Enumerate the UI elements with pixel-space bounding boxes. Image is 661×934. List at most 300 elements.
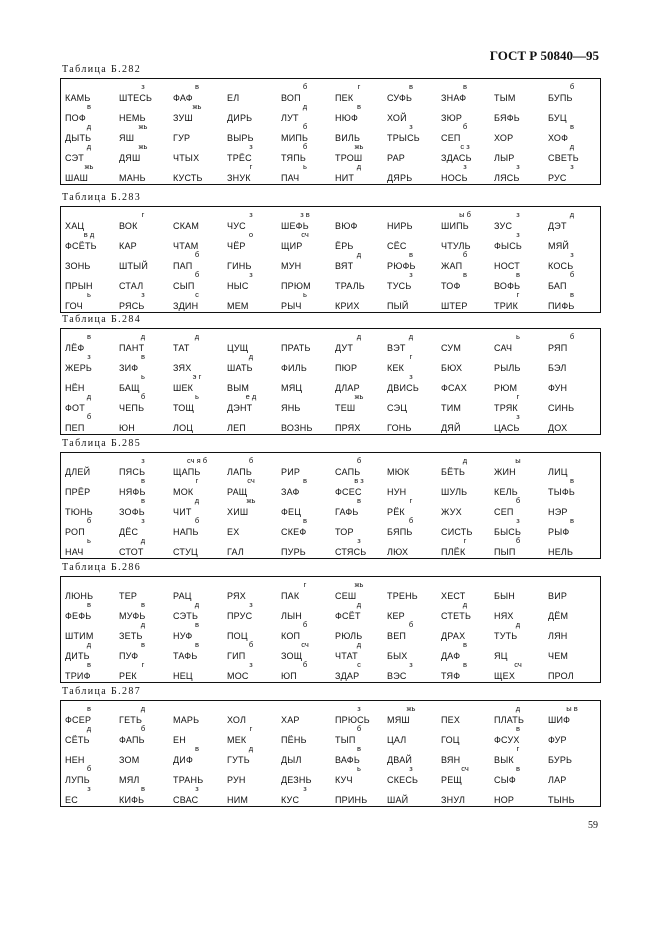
page-number: 59: [588, 820, 598, 831]
variant-mark: д: [408, 332, 414, 341]
variant-mark: в: [303, 516, 307, 525]
table-cell: [281, 765, 329, 786]
word: ПЛАТЬ: [494, 715, 525, 725]
table-cell: [441, 123, 489, 144]
table-cell: [494, 457, 542, 478]
table-cell: [119, 457, 167, 478]
variant-mark: ь: [516, 332, 520, 341]
table-cell: [281, 785, 329, 806]
word: БАЩ: [119, 383, 140, 393]
table-cell: [65, 537, 113, 558]
variant-mark: б: [86, 412, 92, 421]
word: ШАТЬ: [227, 363, 253, 373]
table-cell: [335, 413, 383, 434]
word: РУН: [227, 775, 246, 785]
variant-mark: д: [248, 352, 254, 361]
variant-mark: г: [303, 580, 307, 589]
word: ФСЁТЬ: [65, 241, 97, 251]
table-cell: [335, 103, 383, 124]
table-cell: [387, 785, 435, 806]
variant-mark: в: [570, 516, 574, 525]
variant-mark: б: [462, 122, 468, 131]
table-cell: [494, 333, 542, 354]
word: КИФЬ: [119, 795, 145, 805]
word: НЁН: [65, 383, 85, 393]
table-cell: [387, 83, 435, 104]
variant-mark: з: [357, 536, 361, 545]
word: ХИШ: [227, 507, 249, 517]
table-cell: [227, 621, 275, 642]
table-cell: [173, 725, 221, 746]
word: ТИМ: [441, 403, 462, 413]
variant-mark: з: [409, 270, 413, 279]
variant-mark: г: [516, 744, 520, 753]
word: ЗАФ: [281, 487, 300, 497]
word: ГАФЬ: [335, 507, 359, 517]
table-cell: [548, 211, 596, 232]
table-cell: [335, 581, 383, 602]
table-cell: [227, 123, 275, 144]
table-cell: [335, 537, 383, 558]
table-cell: [65, 83, 113, 104]
variant-mark: б: [248, 640, 254, 649]
word: САЧ: [494, 343, 513, 353]
word: ЦАСЬ: [494, 423, 520, 433]
word: ЦУЩ: [227, 343, 249, 353]
word: НИТ: [335, 173, 355, 183]
table-cell: [387, 705, 435, 726]
word: ТАТ: [173, 343, 190, 353]
table-cell: [548, 353, 596, 374]
table-cell: [387, 373, 435, 394]
variant-mark: д: [462, 456, 468, 465]
table-cell: [119, 641, 167, 662]
table-cell: [227, 477, 275, 498]
word: ХОЙ: [387, 113, 407, 123]
table-cell: [441, 765, 489, 786]
table-caption: Таблица Б.287: [62, 686, 142, 697]
word: МУН: [281, 261, 302, 271]
variant-mark: б: [569, 332, 575, 341]
word: КУСТЬ: [173, 173, 203, 183]
word: ПРЫН: [65, 281, 93, 291]
word: ТЮНЬ: [65, 507, 93, 517]
table-cell: [548, 333, 596, 354]
word: ЯЦ: [494, 651, 508, 661]
table-cell: [494, 641, 542, 662]
table-cell: [281, 601, 329, 622]
word: ТЫМ: [494, 93, 516, 103]
word: КАР: [119, 241, 137, 251]
word: ВЫРЬ: [227, 133, 254, 143]
table-cell: [335, 477, 383, 498]
word: ДЁМ: [548, 611, 569, 621]
variant-mark: з: [249, 660, 253, 669]
word: ВОК: [119, 221, 138, 231]
word: ПРЁР: [65, 487, 91, 497]
word: ПАК: [281, 591, 300, 601]
word: БЁТЬ: [441, 467, 466, 477]
variant-mark: д: [140, 536, 146, 545]
word: ВЫМ: [227, 383, 250, 393]
table-cell: [441, 251, 489, 272]
word: НОР: [494, 795, 515, 805]
table-cell: [441, 143, 489, 164]
variant-mark: з: [141, 456, 145, 465]
word: ЧЕМ: [548, 651, 569, 661]
variant-mark: ь: [195, 392, 199, 401]
word: МОК: [173, 487, 194, 497]
word: РАР: [387, 153, 406, 163]
table-cell: [281, 123, 329, 144]
table-caption: Таблица Б.285: [62, 438, 142, 449]
variant-mark: д: [356, 162, 362, 171]
table-cell: [281, 251, 329, 272]
table-cell: [173, 251, 221, 272]
table-cell: [227, 291, 275, 312]
word: ГИП: [227, 651, 246, 661]
table-row: [61, 251, 600, 272]
variant-mark: б: [302, 142, 308, 151]
table-cell: [335, 497, 383, 518]
variant-mark: в: [516, 724, 520, 733]
word: ТРАЛЬ: [335, 281, 365, 291]
word: ХЕСТ: [441, 591, 466, 601]
table-cell: [119, 163, 167, 184]
table-row: [61, 581, 600, 602]
variant-mark: в: [141, 600, 145, 609]
table-cell: [441, 601, 489, 622]
word: ВЯН: [441, 755, 461, 765]
word: ЩИР: [281, 241, 303, 251]
word: ПРИНЬ: [335, 795, 368, 805]
variant-mark: б: [194, 270, 200, 279]
variant-mark: з: [516, 210, 520, 219]
word: ЗДИН: [173, 301, 199, 311]
variant-mark: ы в: [566, 704, 578, 713]
table-cell: [494, 271, 542, 292]
table-cell: [227, 725, 275, 746]
variant-mark: б: [302, 620, 308, 629]
word: РЫЛЬ: [494, 363, 521, 373]
word: ЛАР: [548, 775, 567, 785]
word: ЖАП: [441, 261, 463, 271]
table-row: [61, 497, 600, 518]
word: ФСЕС: [335, 487, 362, 497]
word: ВЫК: [494, 755, 514, 765]
table-cell: [441, 231, 489, 252]
word: ВЕП: [387, 631, 407, 641]
table-cell: [173, 393, 221, 414]
table-cell: [387, 353, 435, 374]
variant-mark: в: [357, 102, 361, 111]
variant-mark: б: [408, 620, 414, 629]
variant-mark: з: [249, 142, 253, 151]
word: ПИФЬ: [548, 301, 575, 311]
table-cell: [494, 211, 542, 232]
word: НИМ: [227, 795, 249, 805]
table-cell: [65, 497, 113, 518]
variant-mark: в: [195, 744, 199, 753]
word: СКЕФ: [281, 527, 307, 537]
table-cell: [173, 333, 221, 354]
word: ДИРЬ: [227, 113, 253, 123]
table-cell: [548, 103, 596, 124]
table-cell: [548, 251, 596, 272]
table-cell: [65, 211, 113, 232]
table-cell: [494, 83, 542, 104]
table-cell: [441, 291, 489, 312]
word: ТАФЬ: [173, 651, 198, 661]
table-cell: [387, 621, 435, 642]
word: ТЯФ: [441, 671, 461, 681]
word: ЗЯХ: [173, 363, 192, 373]
table-cell: [335, 745, 383, 766]
word: МУФЬ: [119, 611, 146, 621]
table-cell: [119, 601, 167, 622]
word: СИНЬ: [548, 403, 575, 413]
variant-mark: з: [409, 764, 413, 773]
table-cell: [119, 353, 167, 374]
table-cell: [335, 457, 383, 478]
variant-mark: в: [463, 640, 467, 649]
word: ЩАПЬ: [173, 467, 201, 477]
word-table: [60, 576, 601, 683]
table-row: [61, 745, 600, 766]
table-cell: [173, 231, 221, 252]
table-cell: [387, 413, 435, 434]
table-cell: [441, 517, 489, 538]
word: БЯПЬ: [387, 527, 413, 537]
word: ЖЕРЬ: [65, 363, 93, 373]
word: РЫЧ: [281, 301, 302, 311]
table-cell: [119, 123, 167, 144]
variant-mark: б: [140, 392, 146, 401]
word: СЁС: [387, 241, 407, 251]
table-cell: [441, 393, 489, 414]
variant-mark: б: [569, 82, 575, 91]
word: РАЩ: [227, 487, 248, 497]
table-cell: [119, 785, 167, 806]
word: БЮХ: [441, 363, 463, 373]
word: ЗЮР: [441, 113, 463, 123]
word: ЛЯСЬ: [494, 173, 520, 183]
table-cell: [494, 517, 542, 538]
word: ГАЛ: [227, 547, 244, 557]
word: КОСЬ: [548, 261, 574, 271]
table-cell: [548, 705, 596, 726]
variant-mark: с з: [460, 142, 470, 151]
word: РЮМ: [494, 383, 518, 393]
table-cell: [335, 211, 383, 232]
table-cell: [173, 497, 221, 518]
table-cell: [119, 725, 167, 746]
word: ТРЕНЬ: [387, 591, 418, 601]
table-cell: [65, 785, 113, 806]
word: ДЯШ: [119, 153, 141, 163]
table-cell: [335, 251, 383, 272]
word: ТРЯК: [494, 403, 518, 413]
variant-mark: в: [303, 476, 307, 485]
variant-mark: в: [570, 290, 574, 299]
table-cell: [227, 641, 275, 662]
word: БЫСЬ: [494, 527, 522, 537]
table-row: [61, 271, 600, 292]
table-cell: [119, 745, 167, 766]
table-cell: [227, 581, 275, 602]
word: МЯЛ: [119, 775, 140, 785]
word: РУС: [548, 173, 567, 183]
table-cell: [387, 103, 435, 124]
table-cell: [281, 353, 329, 374]
table-cell: [65, 725, 113, 746]
word: ЕН: [173, 735, 186, 745]
variant-mark: з: [516, 230, 520, 239]
variant-mark: ь: [87, 536, 91, 545]
variant-mark: з: [409, 122, 413, 131]
table-cell: [387, 333, 435, 354]
table-cell: [441, 353, 489, 374]
table-cell: [173, 705, 221, 726]
table-cell: [441, 477, 489, 498]
variant-mark: жь: [406, 704, 416, 713]
variant-mark: з: [516, 412, 520, 421]
table-cell: [548, 413, 596, 434]
variant-mark: сч я б: [186, 456, 208, 465]
word: ДЛЕЙ: [65, 467, 91, 477]
table-cell: [387, 581, 435, 602]
word: ПЯСЬ: [119, 467, 146, 477]
table-row: [61, 537, 600, 558]
word: ТЫНЬ: [548, 795, 575, 805]
table-cell: [387, 231, 435, 252]
variant-mark: г: [409, 352, 413, 361]
word: ВЭТ: [387, 343, 406, 353]
word: ЛЁФ: [65, 343, 85, 353]
table-cell: [335, 123, 383, 144]
variant-mark: б: [462, 250, 468, 259]
table-cell: [548, 745, 596, 766]
word: ТУТЬ: [494, 631, 518, 641]
variant-mark: с: [195, 290, 199, 299]
table-cell: [65, 291, 113, 312]
word: МЯЦ: [281, 383, 303, 393]
word: ПРЮМ: [281, 281, 311, 291]
table-row: [61, 353, 600, 374]
table-cell: [227, 413, 275, 434]
variant-mark: жь: [354, 142, 364, 151]
table-cell: [548, 661, 596, 682]
variant-mark: в: [463, 270, 467, 279]
variant-mark: б: [302, 660, 308, 669]
table-cell: [227, 705, 275, 726]
word: ПЛЁК: [441, 547, 466, 557]
table-cell: [494, 661, 542, 682]
table-cell: [119, 231, 167, 252]
variant-mark: в: [516, 270, 520, 279]
word: ХОР: [494, 133, 514, 143]
word: МАРЬ: [173, 715, 200, 725]
table-cell: [494, 725, 542, 746]
table-cell: [441, 413, 489, 434]
table-row: [61, 413, 600, 434]
table-cell: [65, 765, 113, 786]
table-cell: [441, 211, 489, 232]
word: РИР: [281, 467, 301, 477]
variant-mark: д: [302, 102, 308, 111]
word: НЕМЬ: [119, 113, 146, 123]
variant-mark: з: [141, 290, 145, 299]
table-cell: [494, 581, 542, 602]
word-table: [60, 452, 601, 559]
table-cell: [281, 393, 329, 414]
table-row: [61, 457, 600, 478]
word: СЭЦ: [387, 403, 408, 413]
table-cell: [173, 413, 221, 434]
word: ВЭС: [387, 671, 407, 681]
table-row: [61, 621, 600, 642]
word: РЯСЬ: [119, 301, 145, 311]
table-cell: [335, 601, 383, 622]
word: ПРУС: [227, 611, 253, 621]
word: ЛЮХ: [387, 547, 409, 557]
word: ТОР: [335, 527, 354, 537]
table-row: [61, 83, 600, 104]
word: ЗУС: [494, 221, 513, 231]
table-cell: [281, 291, 329, 312]
variant-mark: д: [356, 640, 362, 649]
word: РЮФЬ: [387, 261, 416, 271]
variant-mark: д: [569, 142, 575, 151]
word: НЮФ: [335, 113, 359, 123]
variant-mark: е д: [245, 392, 257, 401]
word: РАЦ: [173, 591, 192, 601]
word: ШЕК: [173, 383, 194, 393]
word: НЕН: [65, 755, 85, 765]
word: ДЛАР: [335, 383, 360, 393]
word: МАНЬ: [119, 173, 146, 183]
word: ГЕТЬ: [119, 715, 143, 725]
word: ДЫЛ: [281, 755, 302, 765]
table-cell: [335, 393, 383, 414]
variant-mark: б: [140, 724, 146, 733]
table-cell: [227, 393, 275, 414]
variant-mark: з: [195, 784, 199, 793]
word: ТЯПЬ: [281, 153, 306, 163]
word: ЧТЫХ: [173, 153, 200, 163]
table-cell: [281, 537, 329, 558]
table-cell: [494, 765, 542, 786]
word: ПЁНЬ: [281, 735, 307, 745]
word: ВЯТ: [335, 261, 354, 271]
table-cell: [281, 413, 329, 434]
table-cell: [173, 353, 221, 374]
word: ПУФ: [119, 651, 139, 661]
word: ПЕП: [65, 423, 85, 433]
variant-mark: з: [249, 270, 253, 279]
word: КУС: [281, 795, 300, 805]
table-cell: [494, 123, 542, 144]
table-cell: [65, 601, 113, 622]
table-cell: [119, 103, 167, 124]
variant-mark: жь: [354, 580, 364, 589]
table-cell: [227, 497, 275, 518]
table-cell: [227, 373, 275, 394]
variant-mark: ы: [515, 456, 521, 465]
word: ДИТЬ: [65, 651, 90, 661]
word: МЯЙ: [548, 241, 570, 251]
variant-mark: г: [249, 162, 253, 171]
